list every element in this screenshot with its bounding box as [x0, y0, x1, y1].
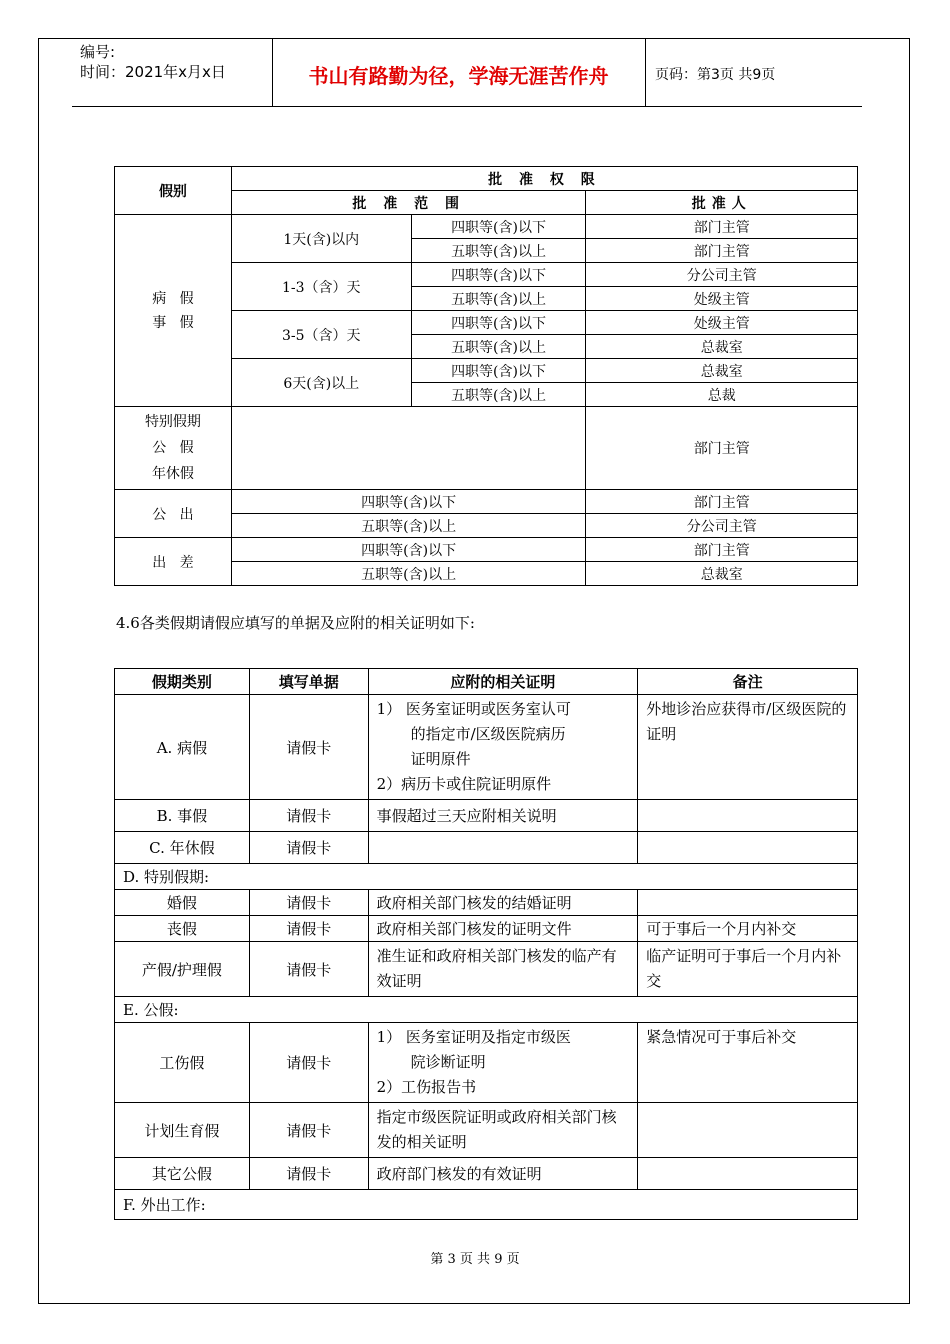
approver-cell: 总裁室: [586, 359, 858, 383]
form-type: 请假卡: [249, 1158, 368, 1190]
header-leave-category: 假期类别: [115, 669, 250, 695]
form-type: 请假卡: [249, 890, 368, 916]
approver-cell: 处级主管: [586, 311, 858, 335]
note-cell: [638, 832, 858, 864]
approver-cell: 部门主管: [586, 407, 858, 490]
note-cell: [638, 1158, 858, 1190]
days-range: 1-3（含）天: [231, 263, 411, 311]
note-cell: 外地诊治应获得市/区级医院的证明: [638, 695, 858, 800]
header-meta: [80, 42, 226, 82]
grade-cell: 五职等(含)以上: [411, 335, 586, 359]
grade-cell: 四职等(含)以下: [231, 490, 586, 514]
category-title-public: E. 公假:: [115, 997, 858, 1023]
leave-type: 产假/护理假: [115, 942, 250, 997]
form-type: 请假卡: [249, 942, 368, 997]
proof-cell: 1） 医务室证明或医务室认可 的指定市/区级医院病历 证明原件 2）病历卡或住院证明原件: [368, 695, 638, 800]
note-cell: [638, 1103, 858, 1158]
grade-cell: 五职等(含)以上: [411, 287, 586, 311]
grade-cell: 四职等(含)以下: [411, 311, 586, 335]
days-range: 1天(含)以内: [231, 215, 411, 263]
leave-type: 工伤假: [115, 1023, 250, 1103]
approver-cell: 分公司主管: [586, 263, 858, 287]
grade-cell: 五职等(含)以上: [231, 514, 586, 538]
proof-cell: 政府相关部门核发的证明文件: [368, 916, 638, 942]
form-type: 请假卡: [249, 1023, 368, 1103]
document-time: 时间：2021年x月x日: [80, 63, 226, 81]
group-sick-personal: 病 假 事 假: [115, 215, 232, 407]
proof-cell: 1） 医务室证明及指定市级医 院诊断证明 2）工伤报告书: [368, 1023, 638, 1103]
approver-cell: 总裁室: [586, 562, 858, 586]
approval-authority-table: [114, 166, 858, 586]
form-type: 请假卡: [249, 1103, 368, 1158]
approver-cell: 部门主管: [586, 538, 858, 562]
leave-type: C. 年休假: [115, 832, 250, 864]
group-business-out: 公 出: [115, 490, 232, 538]
leave-type: 婚假: [115, 890, 250, 916]
header-form: 填写单据: [249, 669, 368, 695]
approver-cell: 部门主管: [586, 215, 858, 239]
proof-cell: [368, 832, 638, 864]
grade-cell: 四职等(含)以下: [411, 359, 586, 383]
approver-cell: 部门主管: [586, 239, 858, 263]
header-motto: 书山有路勤为径，学海无涯苦作舟: [308, 64, 609, 88]
leave-type: B. 事假: [115, 800, 250, 832]
grade-cell: 五职等(含)以上: [231, 562, 586, 586]
header-scope: 批 准 范 围: [231, 191, 586, 215]
form-type: 请假卡: [249, 916, 368, 942]
grade-cell: 四职等(含)以下: [231, 538, 586, 562]
header-proof: 应附的相关证明: [368, 669, 638, 695]
note-cell: [638, 800, 858, 832]
approver-cell: 总裁: [586, 383, 858, 407]
form-type: 请假卡: [249, 800, 368, 832]
category-title-special: D. 特别假期:: [115, 864, 858, 890]
header-note: 备注: [638, 669, 858, 695]
header-page-number: 页码：第3页 共9页: [655, 67, 776, 83]
grade-cell: 四职等(含)以下: [411, 215, 586, 239]
page-header: [72, 38, 862, 107]
leave-type: A. 病假: [115, 695, 250, 800]
section-heading: 4.6各类假期请假应填写的单据及应附的相关证明如下:: [116, 614, 475, 632]
approver-cell: 处级主管: [586, 287, 858, 311]
days-range: 3-5（含）天: [231, 311, 411, 359]
header-authority: 批 准 权 限: [231, 167, 857, 191]
leave-type: 丧假: [115, 916, 250, 942]
header-leave-type: 假别: [115, 167, 232, 215]
group-special-leave: 特别假期 公 假 年休假: [115, 407, 232, 490]
grade-cell: 四职等(含)以下: [411, 263, 586, 287]
form-type: 请假卡: [249, 695, 368, 800]
leave-documents-table: [114, 668, 858, 1220]
leave-type: 计划生育假: [115, 1103, 250, 1158]
note-cell: [638, 890, 858, 916]
note-cell: 临产证明可于事后一个月内补交: [638, 942, 858, 997]
category-title-outside-work: F. 外出工作:: [115, 1190, 858, 1220]
group-business-trip: 出 差: [115, 538, 232, 586]
proof-cell: 政府部门核发的有效证明: [368, 1158, 638, 1190]
grade-cell: 五职等(含)以上: [411, 383, 586, 407]
header-approver: 批准人: [586, 191, 858, 215]
approver-cell: 总裁室: [586, 335, 858, 359]
note-cell: 紧急情况可于事后补交: [638, 1023, 858, 1103]
grade-cell: 五职等(含)以上: [411, 239, 586, 263]
proof-cell: 指定市级医院证明或政府相关部门核发的相关证明: [368, 1103, 638, 1158]
form-type: 请假卡: [249, 832, 368, 864]
proof-cell: 准生证和政府相关部门核发的临产有效证明: [368, 942, 638, 997]
leave-type: 其它公假: [115, 1158, 250, 1190]
proof-cell: 事假超过三天应附相关说明: [368, 800, 638, 832]
document-number-label: 编号:: [80, 43, 116, 61]
page-footer: 第 3 页 共 9 页: [430, 1252, 520, 1267]
proof-cell: 政府相关部门核发的结婚证明: [368, 890, 638, 916]
days-range: 6天(含)以上: [231, 359, 411, 407]
note-cell: 可于事后一个月内补交: [638, 916, 858, 942]
approver-cell: 分公司主管: [586, 514, 858, 538]
approver-cell: 部门主管: [586, 490, 858, 514]
special-scope-empty: [231, 407, 586, 490]
